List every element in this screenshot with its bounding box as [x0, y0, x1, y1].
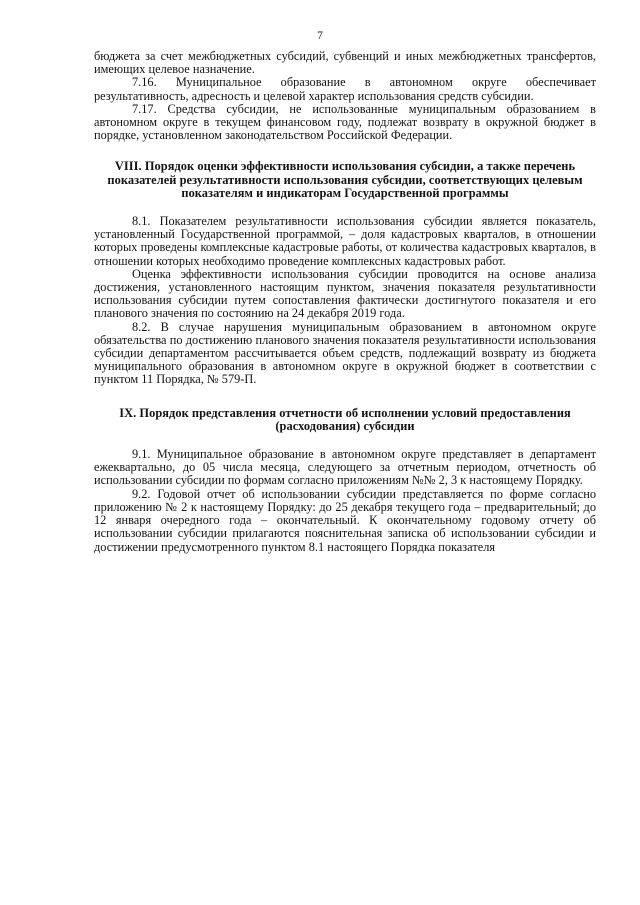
paragraph-8-1-assessment: Оценка эффективности использования субсидии проводится на основе анализа достижения, установленного настоящим пунктом, значения показателя результативности использования субсидии путем сопоставления фактически достигнутого показателя и его планового значения по состоянию на 24 декабря 2019 года. — [94, 266, 596, 321]
paragraph-7-17: 7.17. Средства субсидии, не использованные муниципальным образованием в автономном округе в текущем финансовом году, подлежат возврату в окружной бюджет в порядке, установленном законодательством Российской Федерации. — [94, 101, 596, 143]
paragraph-8-1: 8.1. Показателем результативности использования субсидии является показатель, установленный Государственной программой, – доля кадастровых кварталов, в отношении которых проведены комплексные кадастровые работы, от количества кадастровых кварталов, в отношении которых необходимо проведение комплексных кадастровых работ. — [94, 214, 596, 268]
section-9-heading: IX. Порядок представления отчетности об исполнении условий предоставления (расходования) субсидии — [119, 405, 571, 433]
page-number: 7 — [317, 30, 323, 42]
document-body — [94, 50, 596, 554]
paragraph-7-16: 7.16. Муниципальное образование в автономном округе обеспечивает результативность, адресность и целевой характер использования средств субсидии. — [94, 75, 596, 103]
paragraph-9-2: 9.2. Годовой отчет об использовании субсидии представляется по форме согласно приложению № 2 к настоящему Порядку: до 25 декабря текущего года – предварительный; до 12 января очередного года – окончательный. К окончательному годовому отчету об использовании субсидии прилагаются пояснительная записка об использовании субсидии и достижении предусмотренного пунктом 8.1 настоящего Порядка показателя — [94, 486, 596, 554]
paragraph-8-2: 8.2. В случае нарушения муниципальным образованием в автономном округе обязательства по достижению планового значения показателя результативности использования субсидии департаментом рассчитывается объем средств, подлежащий возврату из бюджета муниципального образования в автономном округе в окружной бюджет в соответствии с пунктом 11 Порядка, № 579-П. — [94, 319, 596, 387]
paragraph-9-1: 9.1. Муниципальное образование в автономном округе представляет в департамент ежеквартально, до 05 числа месяца, следующего за отчетным периодом, отчетность об использовании субсидии по формам согласно приложениям №№ 2, 3 к настоящему Порядку. — [94, 447, 596, 488]
section-8-heading: VIII. Порядок оценки эффективности использования субсидии, а также перечень показателей результативности использования субсидии, соответствующих целевым показателям и индикаторам Государственной программы — [107, 159, 583, 200]
paragraph-continuation: бюджета за счет межбюджетных субсидий, субвенций и иных межбюджетных трансфертов, имеющих целевое назначение. — [94, 49, 596, 77]
